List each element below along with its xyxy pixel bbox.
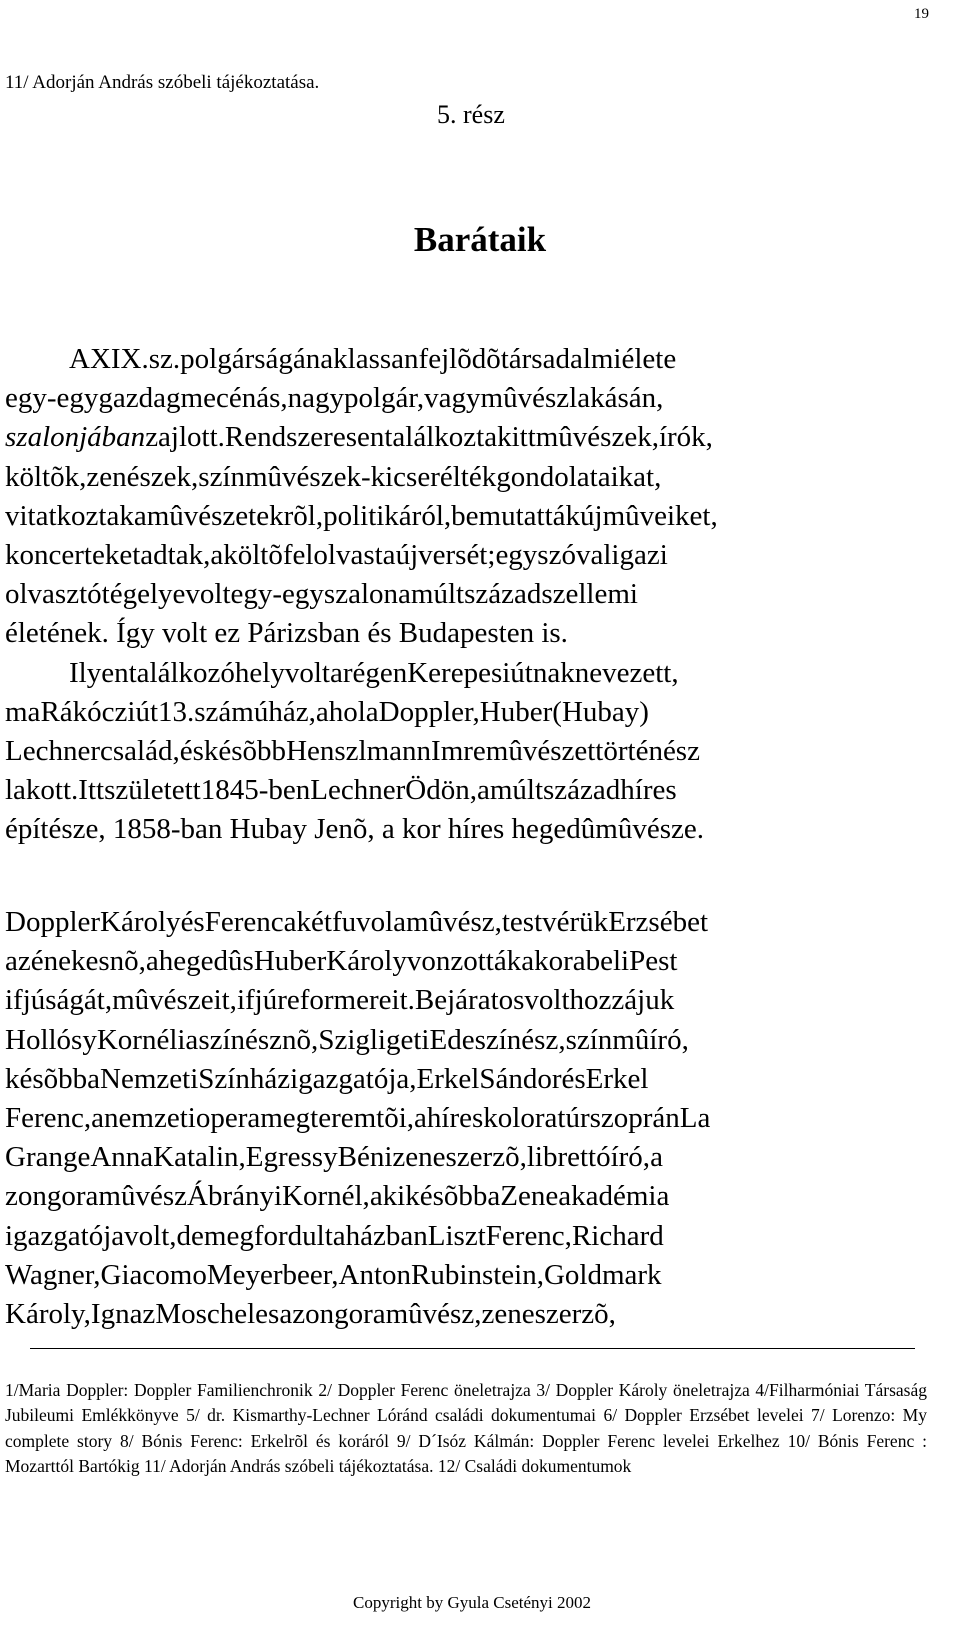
word: Erkel [416, 1062, 480, 1095]
word: nagypolgár, [287, 382, 425, 415]
word: opera [195, 1102, 261, 1135]
word: 1845-ben [200, 774, 311, 807]
word: kicserélték [370, 460, 497, 493]
word: zeneszerzõ, [392, 1141, 527, 1174]
word: Liszt [427, 1219, 486, 1252]
word: Kerepesi [407, 656, 511, 689]
word: fejlõdõ [418, 343, 501, 375]
word: mûvészetekrõl, [146, 499, 324, 532]
word: ma [5, 695, 41, 728]
word: volt, [124, 1219, 177, 1252]
word: színésznõ, [198, 1023, 319, 1056]
word: nevezett, [574, 656, 679, 689]
word: politikáról, [323, 499, 452, 532]
word: szalon [323, 578, 399, 611]
word: Lechner [310, 774, 406, 807]
word: a [145, 945, 159, 978]
word: itt [511, 421, 536, 454]
word: lassan [347, 343, 419, 375]
word: tégelye [101, 578, 186, 611]
text-line [5, 1217, 933, 1256]
word: Sándor [479, 1062, 562, 1095]
word: de [176, 1219, 204, 1252]
word: Pest [629, 945, 678, 978]
word: Anna [90, 1141, 154, 1174]
word: ifjú [236, 984, 278, 1017]
text-line [5, 458, 933, 497]
text-line [5, 1138, 933, 1177]
word: a [365, 695, 379, 728]
word: mûvészek, [535, 421, 659, 454]
word: Doppler [5, 906, 101, 938]
word: a [332, 1219, 346, 1252]
word: gondolataikat, [496, 460, 662, 493]
word: a [279, 1298, 293, 1331]
word: koncerteket [5, 539, 141, 572]
word: ahol [315, 695, 366, 728]
word: reformereit. [277, 984, 415, 1017]
word: Egressy [245, 1141, 338, 1174]
word: régen [342, 656, 408, 689]
word: énekesnõ, [30, 945, 146, 978]
word: út [135, 695, 159, 728]
word: Erzsébet [608, 906, 709, 938]
text-line [5, 1099, 933, 1138]
word: testvérük [501, 906, 609, 938]
text-line [5, 418, 933, 457]
word: színész, [474, 1023, 566, 1056]
word: késõbb [5, 1062, 88, 1095]
word: élete [621, 343, 677, 375]
word: Giacomo [100, 1258, 207, 1291]
text-line [5, 693, 933, 732]
word: hozzájuk [569, 984, 675, 1017]
page-number: 19 [914, 6, 929, 22]
word: Ábrányi [187, 1180, 283, 1213]
word: - [360, 460, 371, 493]
paragraph-2 [5, 903, 933, 1334]
word: volt [185, 578, 231, 611]
word: Anton [338, 1258, 412, 1291]
text-line [5, 379, 933, 418]
word: hely [234, 656, 285, 689]
word: híres [426, 1102, 484, 1135]
word: a [283, 906, 297, 938]
word: zajlott. [145, 421, 225, 454]
word: olvasztó [5, 578, 102, 611]
word: Kornélia [96, 1023, 199, 1056]
word: Lechner [5, 735, 100, 768]
word: igazgatója, [290, 1062, 417, 1095]
text-line [5, 1060, 933, 1099]
text-line: életének. Így volt ez Párizsban és Budapesten is. [5, 617, 568, 650]
word: Rendszeresen [224, 421, 385, 454]
word: költõk, [5, 460, 87, 493]
word: aki [369, 1180, 406, 1213]
word: a [521, 945, 535, 978]
word: lakásán, [569, 382, 664, 415]
text-line [5, 903, 933, 942]
footnote-divider [30, 1348, 915, 1349]
word: század [543, 774, 621, 807]
page-title [0, 220, 960, 260]
word: találkozó [128, 656, 235, 689]
word: új [580, 499, 603, 532]
word: fuvolamûvész, [331, 906, 502, 938]
word: a [133, 499, 147, 532]
word: lakott. [5, 774, 79, 807]
text-line [5, 942, 933, 981]
text-line: építésze, 1858-ban Hubay Jenõ, a kor híres hegedûmûvésze. [5, 813, 704, 846]
word: Ferenc [204, 906, 284, 938]
word: század [464, 578, 542, 611]
word: késõbb [203, 735, 287, 768]
word: Wagner, [5, 1258, 101, 1291]
word: koloratúr [483, 1102, 590, 1135]
word: zongoramûvész, [292, 1298, 482, 1331]
word: igazgatója [5, 1219, 125, 1252]
text-line [5, 340, 933, 379]
word: színmûíró, [565, 1023, 689, 1056]
text-line [5, 536, 933, 575]
word: Ede [429, 1023, 475, 1056]
text-line [5, 1177, 933, 1216]
text-line [5, 981, 933, 1020]
word: a [414, 1102, 427, 1135]
word: késõbb [405, 1180, 488, 1213]
word: egy-egy [230, 578, 324, 611]
word: útnak [510, 656, 575, 689]
word: korabeli [534, 945, 630, 978]
word: vonzották [406, 945, 522, 978]
word: zongoramûvész [5, 1180, 187, 1213]
word: 13.számú [158, 695, 269, 728]
word: adtak, [140, 539, 211, 572]
word: Richard [571, 1219, 664, 1252]
word: Huber [253, 945, 327, 978]
word: mûveiket, [602, 499, 718, 532]
word: Ödön, [405, 774, 477, 807]
word: Ferenc, [485, 1219, 572, 1252]
word: Szigligeti [318, 1023, 430, 1056]
word: vagy [424, 382, 481, 415]
word: megteremtõi, [260, 1102, 415, 1135]
word: új [395, 539, 419, 572]
text-line [5, 1256, 933, 1295]
copyright [0, 1593, 960, 1613]
word: híres [620, 774, 677, 807]
word: ház, [268, 695, 316, 728]
word: a [476, 774, 490, 807]
word: egy-egy [5, 382, 99, 415]
word: az [5, 945, 31, 978]
word: Katalin, [153, 1141, 246, 1174]
text-line [5, 575, 933, 614]
word: Goldmark [543, 1258, 662, 1291]
part-label: 5. rész [437, 100, 505, 129]
word: a [487, 1180, 501, 1213]
word: Nemzeti [100, 1062, 199, 1095]
word: zeneszerzõ, [481, 1298, 616, 1331]
word: Béni [337, 1141, 393, 1174]
footnotes: 1/Maria Doppler: Doppler Familienchronik 2/ Doppler Ferenc öneletrajza 3/ Doppler Károly öneletrajza 4/Filharmóniai Társaság Jubileumi Emlékkönyve 5/ dr. Kismarthy-Lechner Lóránd családi dokumentumai 6/ Doppler Erzsébet levelei 7/ Lorenzo: My complete story 8/ Bónis Ferenc: Erkelrõl és koráról 9/ D´Isóz Kálmán: Doppler Ferenc levelei Erkelhez 10/ Bónis Ferenc : Mozarttól Bartókig 11/ Adorján András szóbeli tájékoztatása. 12/ Családi dokumentumok [5, 1380, 927, 1476]
word: a [210, 539, 224, 572]
word: a [87, 1062, 101, 1095]
word: a [91, 1102, 105, 1135]
word: Károly [100, 906, 181, 938]
word: A [69, 343, 90, 375]
text-line [5, 497, 933, 536]
word: szellemi [541, 578, 638, 611]
word: és [179, 735, 204, 768]
word: gazdag [98, 382, 181, 415]
word: La [679, 1102, 711, 1135]
word: bemutatták [451, 499, 580, 532]
word: Imre [431, 735, 486, 768]
text-line [5, 1021, 933, 1060]
text-line [5, 1295, 933, 1334]
word: Rubinstein, [411, 1258, 544, 1291]
word: nemzeti [104, 1102, 196, 1135]
word: múlt [410, 578, 465, 611]
word: volt [284, 656, 330, 689]
word: ifjúságát, [5, 984, 113, 1017]
word: Károly [326, 945, 407, 978]
word: Károly, [5, 1298, 91, 1331]
word: egyszóval [495, 539, 612, 572]
word: a [398, 578, 411, 611]
word: Erkel [585, 1062, 649, 1095]
word: család, [100, 735, 180, 768]
word: mecénás, [180, 382, 288, 415]
word: Meyerbeer, [206, 1258, 339, 1291]
text-line [5, 654, 933, 693]
word: házban [345, 1219, 428, 1252]
word: és [180, 906, 205, 938]
word: Hollósy [5, 1023, 97, 1056]
word: Zeneakadémia [500, 1180, 670, 1213]
word: zenészek, [86, 460, 199, 493]
word: mûvészeit, [112, 984, 237, 1017]
word: polgárságának [180, 343, 348, 375]
word: Ferenc, [5, 1102, 92, 1135]
word: Rákóczi [40, 695, 136, 728]
word: szalonjában [5, 421, 146, 454]
word: a [650, 1141, 663, 1174]
word: vitatkoztak [5, 499, 134, 532]
word: két [296, 906, 332, 938]
word: született [104, 774, 201, 807]
copyright-text: Copyright by Gyula Csetényi 2002 [353, 1593, 591, 1612]
word: Kornél, [282, 1180, 370, 1213]
word: XIX. [89, 343, 149, 375]
word: költõ [223, 539, 283, 572]
word: Ilyen [69, 656, 129, 689]
page-title-text: Barátaik [413, 220, 547, 259]
word: találkoztak [384, 421, 512, 454]
word: és [561, 1062, 586, 1095]
word: színmûvészek [198, 460, 361, 493]
word: igazi [611, 539, 668, 572]
word: Bejáratos [414, 984, 525, 1017]
word: Huber [479, 695, 553, 728]
word: mûvész [480, 382, 570, 415]
word: szoprán [589, 1102, 680, 1135]
word: sz. [148, 343, 181, 375]
word: múlt [489, 774, 543, 807]
word: Moscheles [155, 1298, 280, 1331]
word: megfordult [203, 1219, 333, 1252]
word: Színház [198, 1062, 291, 1095]
word: Ignaz [90, 1298, 156, 1331]
text-line [5, 771, 933, 810]
word: írók, [658, 421, 713, 454]
top-note: 11/ Adorján András szóbeli tájékoztatása. [5, 72, 320, 93]
word: hegedûs [158, 945, 254, 978]
word: felolvasta [282, 539, 396, 572]
word: versét; [418, 539, 496, 572]
word: Grange [5, 1141, 91, 1174]
text-line [5, 732, 933, 771]
word: Itt [78, 774, 105, 807]
word: volt [524, 984, 570, 1017]
word: Henszlmann [286, 735, 432, 768]
paragraph-1 [5, 340, 933, 850]
word: a [329, 656, 343, 689]
word: társadalmi [500, 343, 622, 375]
word: librettóíró, [526, 1141, 651, 1174]
word: (Hubay) [552, 695, 649, 728]
word: mûvészettörténész [485, 735, 700, 768]
word: Doppler, [378, 695, 480, 728]
